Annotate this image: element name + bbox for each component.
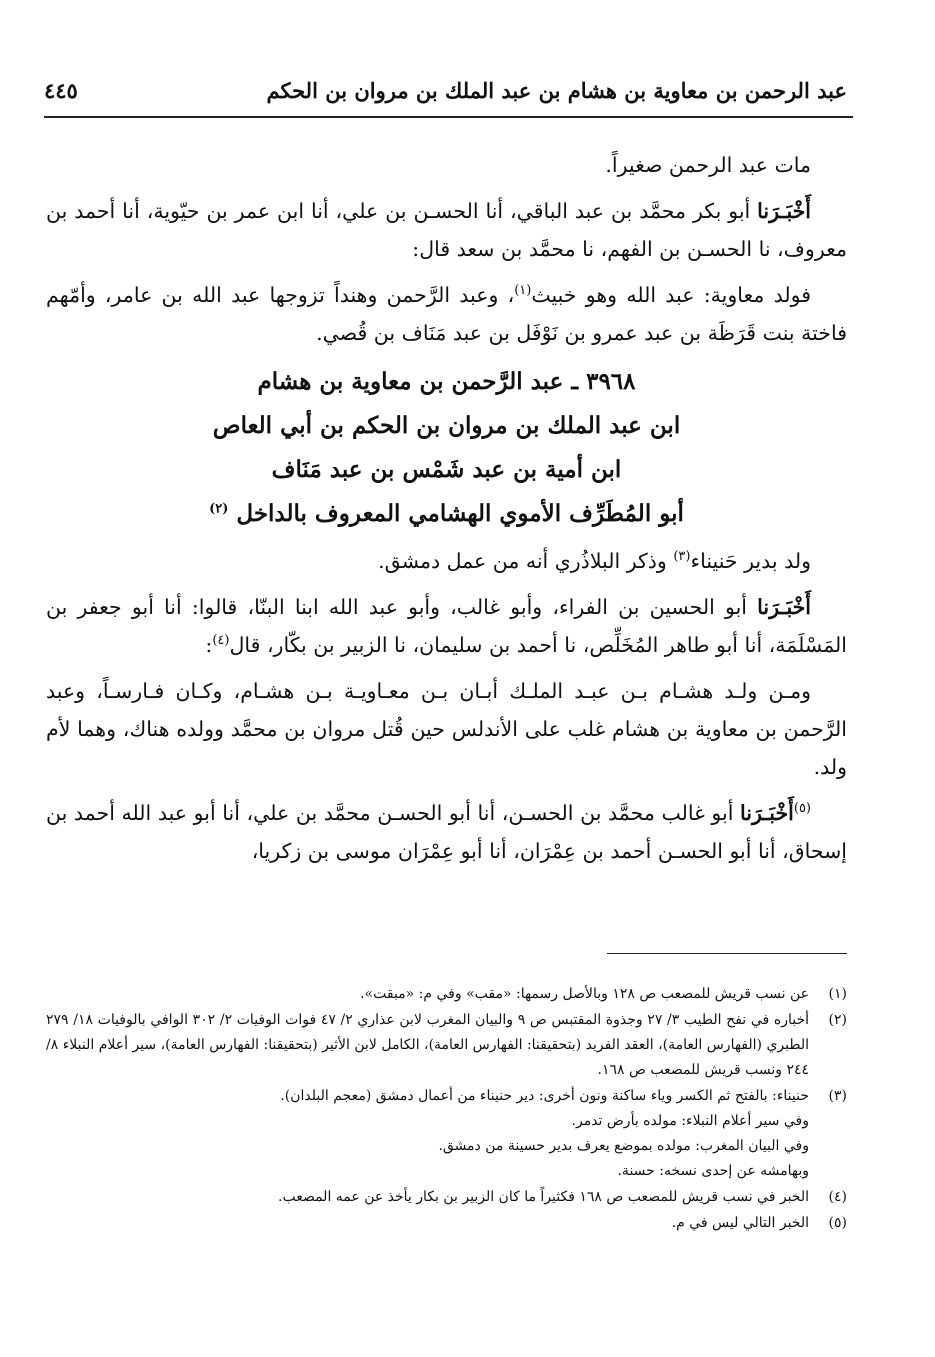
paragraph: $^{(٥)}$أَخْبَـرَنا أبو غالب محمَّد بن الحسـن، أنا أبو الحسـن محمَّد بن علي، أنا أبو عبد الله أحمد بن إسحاق، أنا أبو الحسـن أحمد بن عِمْرَان، أنا أبو عِمْرَان موسى بن زكريا، bbox=[46, 801, 847, 863]
footnote-separator bbox=[607, 953, 847, 954]
page-number: ٤٤٥ bbox=[44, 78, 78, 103]
paragraph: أَخْبَـرَنا أبو بكر محمَّد بن عبد الباقي، أنا الحسـن بن علي، أنا ابن عمر بن حيّوية، أنا أحمد بن معروف، نا الحسـن بن الفهم، نا محمَّد بن سعد قال: bbox=[46, 199, 847, 261]
footnote-line: الخبر التالي ليس في م. bbox=[671, 1215, 809, 1231]
footnote-ref[interactable]: (٢) bbox=[209, 501, 229, 517]
footnote-ref[interactable]: (٣) bbox=[673, 549, 691, 565]
footnote-line: وبهامشه عن إحدى نسخه: حسنة. bbox=[617, 1163, 809, 1179]
footnote-number: (٤) bbox=[828, 1189, 847, 1205]
paragraph: فولد معاوية: عبد الله وهو خبيث$^{(١)}$، وعبد الرَّحمن وهنداً تزوجها عبد الله بن عامر، وأمّهم فاختة بنت قَرَظَة بن عبد عمرو بن نَوْفَل بن عبد مَنَاف بن قُصي. bbox=[46, 283, 847, 345]
footnote-number: (٣) bbox=[828, 1088, 847, 1104]
footnotes bbox=[46, 982, 847, 1237]
entry-heading-line: ٣٩٦٨ ـ عبد الرَّحمن بن معاوية بن هشام bbox=[257, 368, 636, 395]
entry-heading-line: ابن أمية بن عبد شَمْس بن عبد مَنَاف bbox=[271, 456, 622, 483]
footnote-line: حنيناء: بالفتح ثم الكسر وياء ساكنة ونون أخرى: دير حنيناء من أعمال دمشق (معجم البلدان). bbox=[280, 1088, 809, 1104]
footnote-number: (٥) bbox=[828, 1215, 847, 1231]
footnote-line: أخباره في نفح الطيب ٣/ ٢٧ وجذوة المقتبس ص ٩ والبيان المغرب لابن عذاري ٢/ ٤٧ فوات الوفيات ٢/ ٣٠٢ الوافي بالوفيات ١٨/ ٢٧٩ الطبري (الفهارس العامة)، العقد الفريد (بتحقيقنا: الفهارس العامة)، الكامل لابن الأثير (بتحقيقنا: الفهارس العامة)، سير أعلام النبلاء ٨/ ٢٤٤ ونسب قريش للمصعب ص ١٦٨. bbox=[46, 1012, 809, 1078]
narration-keyword: أَخْبَـرَنا bbox=[757, 595, 811, 619]
footnote-number: (١) bbox=[828, 986, 847, 1002]
footnote bbox=[46, 1211, 847, 1236]
running-header bbox=[44, 78, 847, 112]
footnote-number: (٢) bbox=[828, 1012, 847, 1028]
narration-keyword: أَخْبَـرَنا bbox=[740, 801, 794, 825]
footnote-line: وفي البيان المغرب: مولده بموضع يعرف بدير حسينة من دمشق. bbox=[438, 1138, 809, 1154]
footnote bbox=[46, 1084, 847, 1184]
footnote-ref[interactable]: (٤) bbox=[212, 633, 230, 649]
entry-heading-line: ابن عبد الملك بن مروان بن الحكم بن أبي العاص bbox=[212, 412, 681, 439]
main-text bbox=[46, 146, 847, 878]
footnote-line: عن نسب قريش للمصعب ص ١٢٨ وبالأصل رسمها: «مقب» وفي م: «مبقت». bbox=[360, 986, 809, 1002]
footnote-line: الخبر في نسب قريش للمصعب ص ١٦٨ فكثيراً ما كان الزبير بن بكار يأخذ عن عمه المصعب. bbox=[278, 1189, 809, 1205]
footnote bbox=[46, 982, 847, 1007]
narration-keyword: أَخْبَـرَنا bbox=[757, 199, 811, 223]
footnote-line: وفي سير أعلام النبلاء: مولده بأرض تدمر. bbox=[571, 1113, 809, 1129]
header-rule bbox=[44, 116, 853, 118]
footnote-ref[interactable]: (١) bbox=[514, 283, 532, 299]
footnote bbox=[46, 1185, 847, 1210]
entry-heading-line: أبو المُطَرِّف الأموي الهشامي المعروف بالداخل $^{(٢)}$ bbox=[209, 500, 684, 527]
footnote bbox=[46, 1008, 847, 1083]
paragraph: أَخْبَـرَنا أبو الحسين بن الفراء، وأبو غالب، وأبو عبد الله ابنا البنّا، قالوا: أنا أبو جعفر بن المَسْلَمَة، أنا أبو طاهر المُخَلِّص، نا أحمد بن سليمان، نا الزبير بن بكّار، قال$^{(٤)}$: bbox=[46, 595, 847, 657]
paragraph: ولد بدير حَنيناء$^{(٣)}$ وذكر البلاذُري أنه من عمل دمشق. bbox=[378, 549, 811, 573]
running-title: عبد الرحمن بن معاوية بن هشام بن عبد الملك بن مروان بن الحكم bbox=[266, 78, 847, 103]
paragraph: ومـن ولـد هشـام بـن عبـد الملـك أبـان بـن معـاويـة بـن هشـام، وكـان فـارسـاً، وعبد الرَّحمن بن معاوية بن هشام غلب على الأندلس حين قُتل مروان بن محمَّد وولده هناك، وهما لأم ولد. bbox=[46, 679, 847, 779]
footnote-ref[interactable]: (٥) bbox=[793, 801, 811, 817]
entry-heading bbox=[46, 360, 847, 536]
paragraph: مات عبد الرحمن صغيراً. bbox=[605, 153, 811, 177]
